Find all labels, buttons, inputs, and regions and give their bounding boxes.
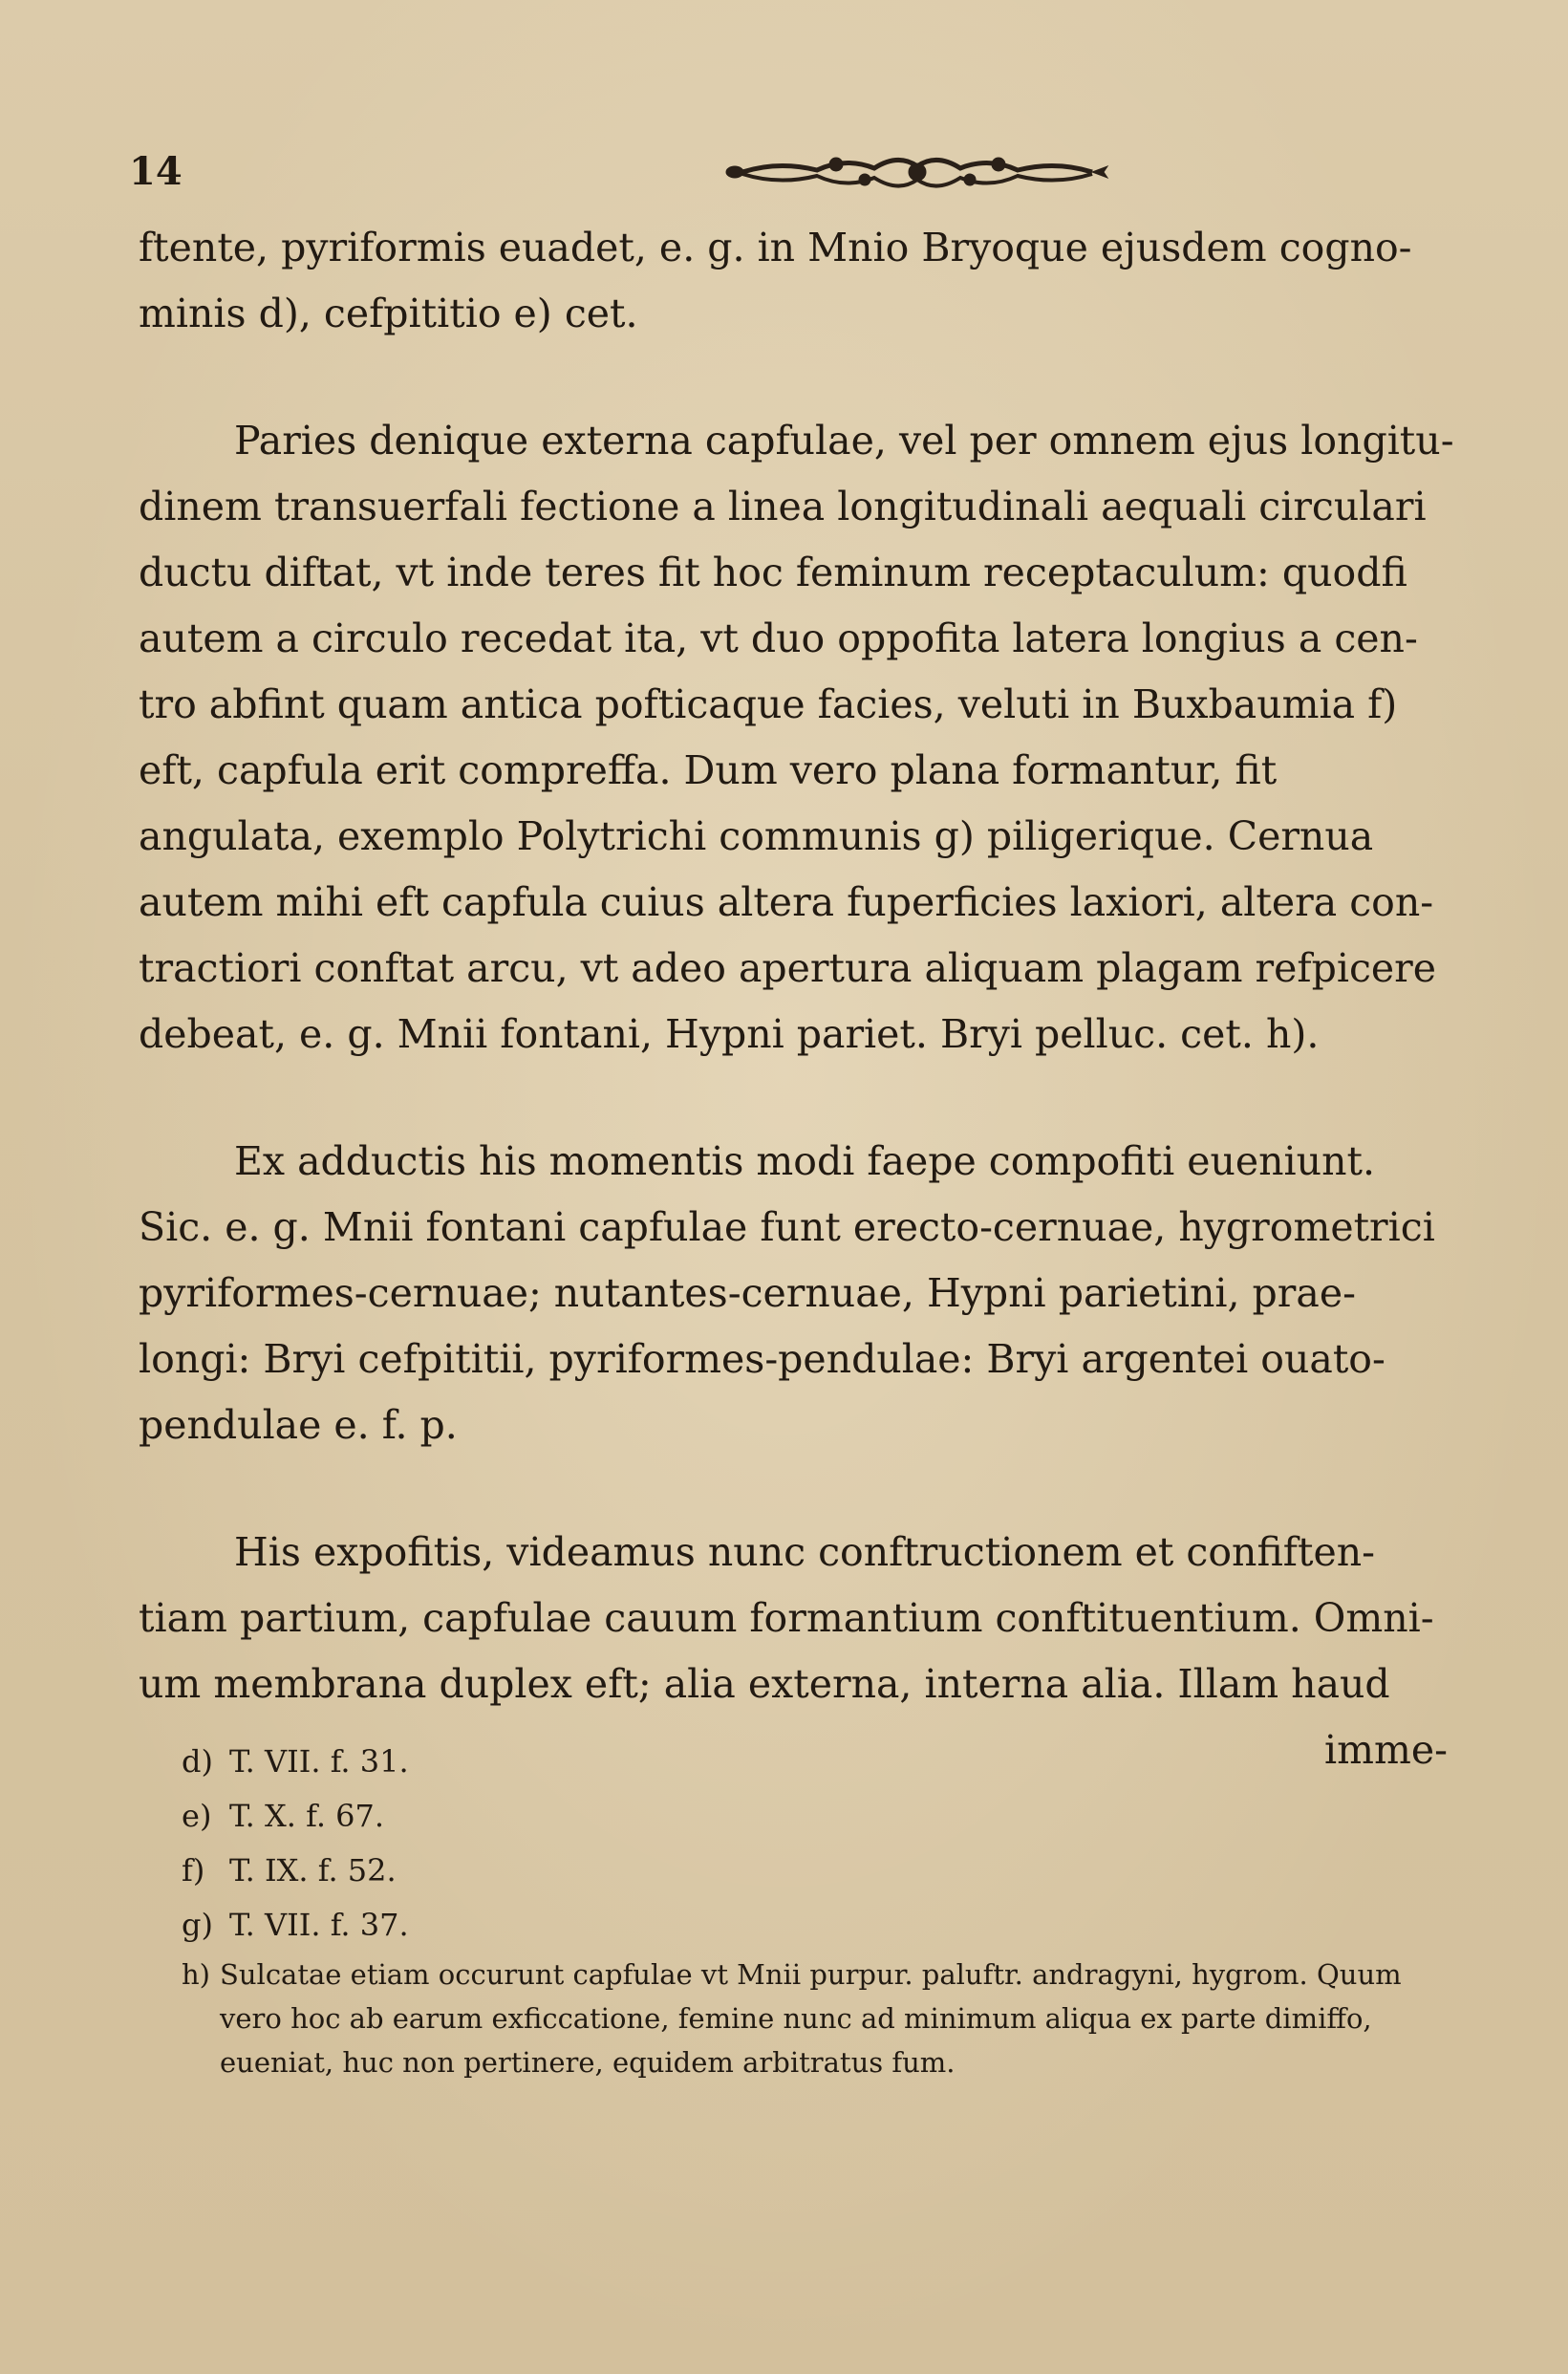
footnote-g: g) T. VII. f. 37. — [182, 1907, 409, 1943]
text-line: tractiori conftat arcu, vt adeo apertura aliquam plagam refpicere — [139, 945, 1437, 991]
text-line: Paries denique externa capfulae, vel per omnem ejus longitu- — [234, 418, 1454, 464]
text-line: tiam partium, capfulae cauum formantium conftituentium. Omni- — [139, 1595, 1434, 1641]
text-line: pendulae e. f. p. — [139, 1402, 458, 1448]
decorative-ornament-icon — [721, 143, 1113, 201]
text-line: autem mihi eft capfula cuius altera fuperficies laxiori, altera con- — [139, 879, 1434, 925]
text-line: ductu diftat, vt inde teres fit hoc feminum receptaculum: quodfi — [139, 550, 1407, 595]
text-line: angulata, exemplo Polytrichi communis g) piligerique. Cernua — [139, 813, 1374, 859]
paragraph-gap — [139, 1068, 1448, 1129]
text-line: longi: Bryi cefpititii, pyriformes-pendulae: Bryi argentei ouato- — [139, 1336, 1385, 1382]
text-line: His expofitis, videamus nunc conftructionem et confiften- — [234, 1529, 1375, 1575]
footnote-f: f) T. IX. f. 52. — [182, 1852, 397, 1888]
text-line: dinem transuerfali fectione a linea longitudinali aequali circulari — [139, 484, 1427, 529]
text-line: um membrana duplex eft; alia externa, interna alia. Illam haud — [139, 1661, 1390, 1707]
text-line: autem a circulo recedat ita, vt duo oppofita latera longius a cen- — [139, 615, 1418, 661]
paragraph-gap — [139, 347, 1448, 408]
page-header — [129, 143, 1457, 201]
text-line: pyriformes-cernuae; nutantes-cernuae, Hypni parietini, prae- — [139, 1270, 1356, 1316]
text-line: minis d), cefpititio e) cet. — [139, 291, 638, 336]
catchword: imme- — [1324, 1727, 1448, 1773]
footnote-h — [182, 1953, 1452, 2084]
main-text — [139, 215, 1454, 1783]
page-number: 14 — [129, 149, 183, 194]
text-line: Sic. e. g. Mnii fontani capfulae funt erecto-cernuae, hygrometrici — [139, 1204, 1435, 1250]
text-line: debeat, e. g. Mnii fontani, Hypni pariet. Bryi pelluc. cet. h). — [139, 1011, 1320, 1057]
text-line: eft, capfula erit compreffa. Dum vero plana formantur, fit — [139, 747, 1278, 793]
text-line: tro abfint quam antica pofticaque facies, veluti in Buxbaumia f) — [139, 681, 1398, 727]
footnote-h-line: h) Sulcatae etiam occurunt capfulae vt Mnii purpur. paluftr. andragyni, hygrom. Quum — [182, 1958, 1402, 1991]
paragraph-gap — [139, 1458, 1448, 1520]
text-line: Ex adductis his momentis modi faepe compofiti eueniunt. — [234, 1138, 1375, 1184]
footnote-e: e) T. X. f. 67. — [182, 1798, 385, 1834]
footnotes — [182, 1735, 1452, 2084]
footnote-h-line: vero hoc ab earum exficcatione, femine nunc ad minimum aliqua ex parte dimiffo, — [220, 2002, 1372, 2035]
text-line: ftente, pyriformis euadet, e. g. in Mnio Bryoque ejusdem cogno- — [139, 225, 1412, 270]
footnote-h-line: eueniat, huc non pertinere, equidem arbitratus fum. — [220, 2046, 956, 2079]
footnote-d: d) T. VII. f. 31. — [182, 1743, 409, 1780]
